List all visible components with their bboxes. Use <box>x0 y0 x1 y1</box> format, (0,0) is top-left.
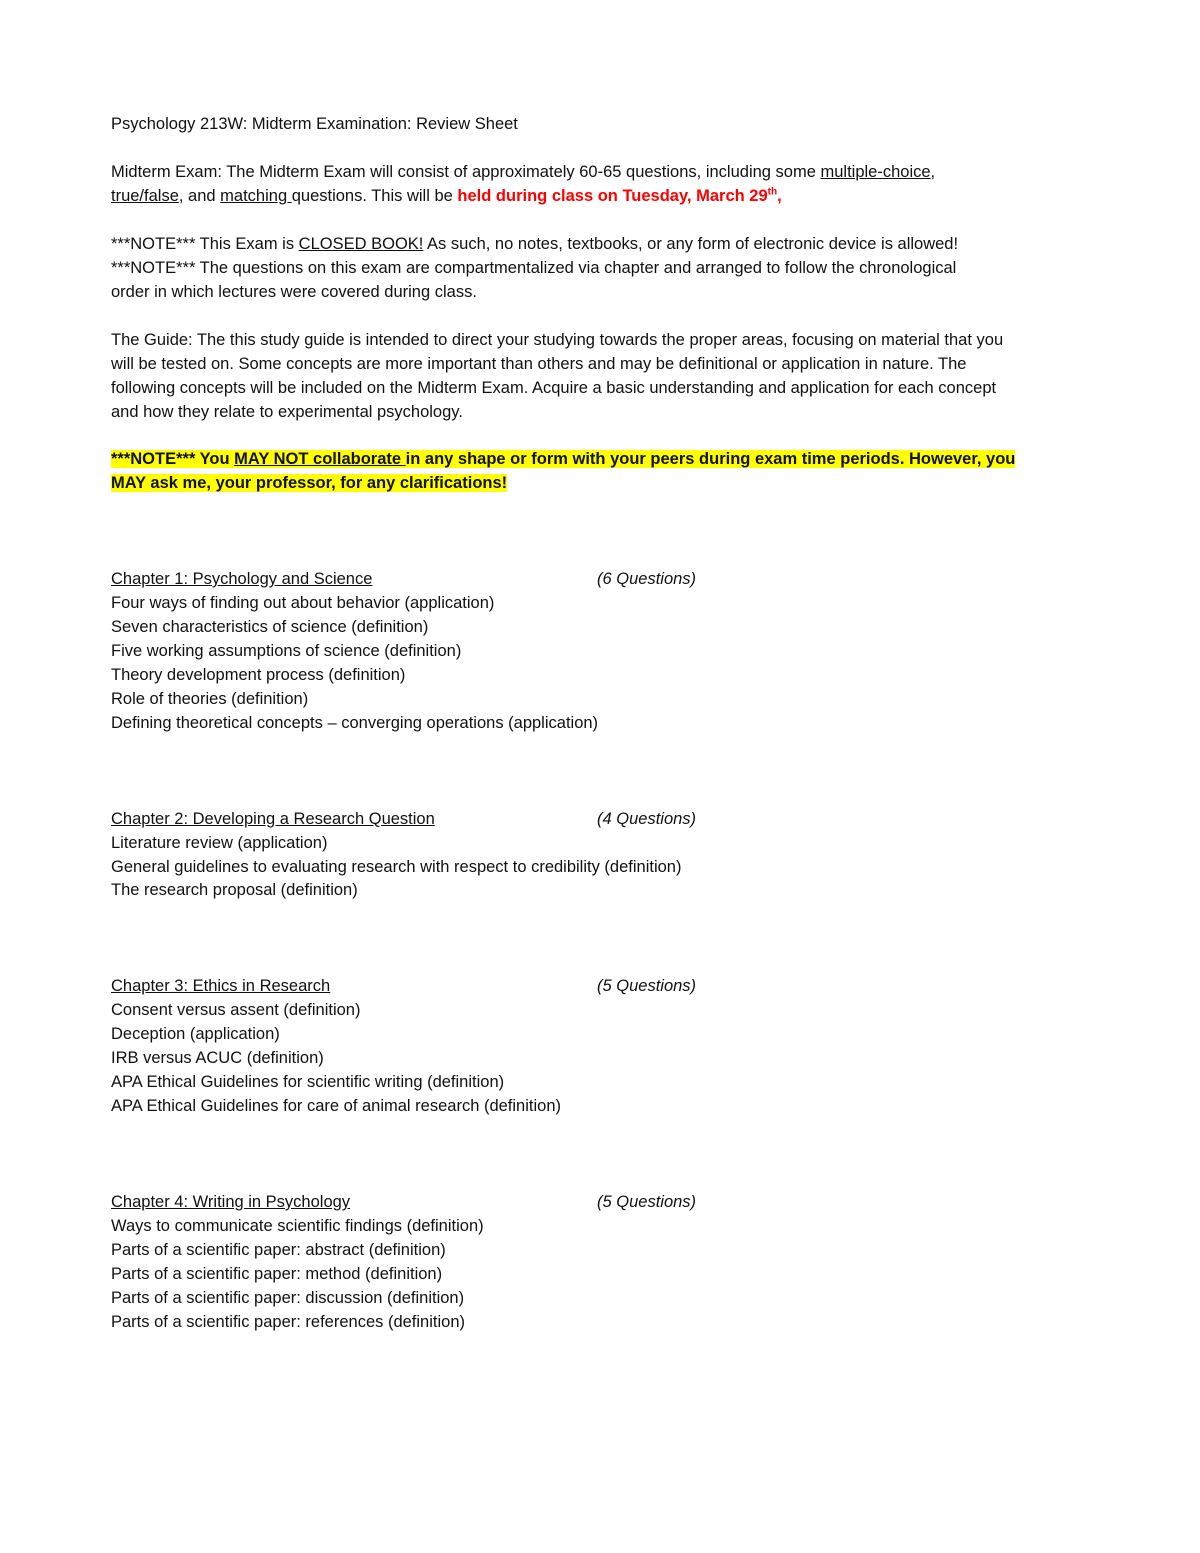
comma: , <box>930 163 936 181</box>
list-item: Seven characteristics of science (definition) <box>111 618 429 636</box>
chapter-1-title: Chapter 1: Psychology and Science <box>111 570 373 588</box>
midterm-rest: questions. This will be <box>291 187 458 205</box>
list-item: APA Ethical Guidelines for scientific writing (definition) <box>111 1073 505 1091</box>
note-compartmentalized-2: order in which lectures were covered during class. <box>111 283 477 301</box>
guide-line-1: The Guide: The this study guide is intended to direct your studying towards the proper areas, focusing on material that you <box>111 331 1004 349</box>
note1-pre: ***NOTE*** This Exam is <box>111 235 299 253</box>
note-closed-book <box>111 232 958 256</box>
note-collaboration-1 <box>111 447 1015 471</box>
list-item: Five working assumptions of science (definition) <box>111 642 462 660</box>
exam-date-text: held during class on Tuesday, March 29 <box>457 187 768 205</box>
note-compartmentalized-1: ***NOTE*** The questions on this exam are compartmentalized via chapter and arranged to follow the chronological <box>111 259 957 277</box>
list-item: Role of theories (definition) <box>111 690 309 708</box>
date-end: , <box>777 187 782 205</box>
list-item: Four ways of finding out about behavior (application) <box>111 594 495 612</box>
list-item: Literature review (application) <box>111 834 328 852</box>
note1-post: As such, no notes, textbooks, or any form of electronic device is allowed! <box>423 235 959 253</box>
list-item: Defining theoretical concepts – converging operations (application) <box>111 714 599 732</box>
midterm-line-1 <box>111 160 935 184</box>
list-item: IRB versus ACUC (definition) <box>111 1049 324 1067</box>
list-item: Parts of a scientific paper: discussion (definition) <box>111 1289 465 1307</box>
list-item: Ways to communicate scientific findings (definition) <box>111 1217 484 1235</box>
list-item: General guidelines to evaluating research with respect to credibility (definition) <box>111 858 682 876</box>
guide-line-2: will be tested on. Some concepts are more important than others and may be definitional or application in nature. The <box>111 355 967 373</box>
date-suffix: th <box>767 186 778 198</box>
may-not-collaborate-text: MAY NOT collaborate <box>234 450 406 468</box>
chapter-4-title: Chapter 4: Writing in Psychology <box>111 1193 351 1211</box>
list-item: The research proposal (definition) <box>111 881 358 899</box>
note3-pre: ***NOTE*** You <box>111 450 235 468</box>
list-item: Theory development process (definition) <box>111 666 406 684</box>
chapter-3-count: (5 Questions) <box>597 977 697 995</box>
list-item: Parts of a scientific paper: references (definition) <box>111 1313 466 1331</box>
and-text: , and <box>178 187 221 205</box>
guide-line-4: and how they relate to experimental psychology. <box>111 403 463 421</box>
list-item: APA Ethical Guidelines for care of animal research (definition) <box>111 1097 561 1115</box>
list-item: Parts of a scientific paper: method (definition) <box>111 1265 443 1283</box>
midterm-lead: Midterm Exam: The Midterm Exam will consist of approximately 60-65 questions, including some <box>111 163 821 181</box>
true-false-text: true/false <box>111 187 179 205</box>
guide-line-3: following concepts will be included on the Midterm Exam. Acquire a basic understanding and application for each concept <box>111 379 997 397</box>
list-item: Deception (application) <box>111 1025 280 1043</box>
chapter-1-count: (6 Questions) <box>597 570 697 588</box>
multiple-choice-text: multiple-choice <box>820 163 931 181</box>
document-title: Psychology 213W: Midterm Examination: Review Sheet <box>111 115 518 133</box>
chapter-3-title: Chapter 3: Ethics in Research <box>111 977 331 995</box>
list-item: Parts of a scientific paper: abstract (definition) <box>111 1241 446 1259</box>
matching-text: matching <box>220 187 292 205</box>
note3-line2: MAY ask me, your professor, for any clarifications! <box>111 474 508 492</box>
closed-book-text: CLOSED BOOK! <box>298 235 424 253</box>
chapter-2-title: Chapter 2: Developing a Research Question <box>111 810 435 828</box>
note-collaboration-2 <box>111 471 507 495</box>
list-item: Consent versus assent (definition) <box>111 1001 361 1019</box>
chapter-2-count: (4 Questions) <box>597 810 697 828</box>
exam-date <box>457 187 781 205</box>
chapter-4-count: (5 Questions) <box>597 1193 697 1211</box>
midterm-line-2 <box>111 184 782 208</box>
note3-post: in any shape or form with your peers during exam time periods. However, you <box>405 450 1016 468</box>
